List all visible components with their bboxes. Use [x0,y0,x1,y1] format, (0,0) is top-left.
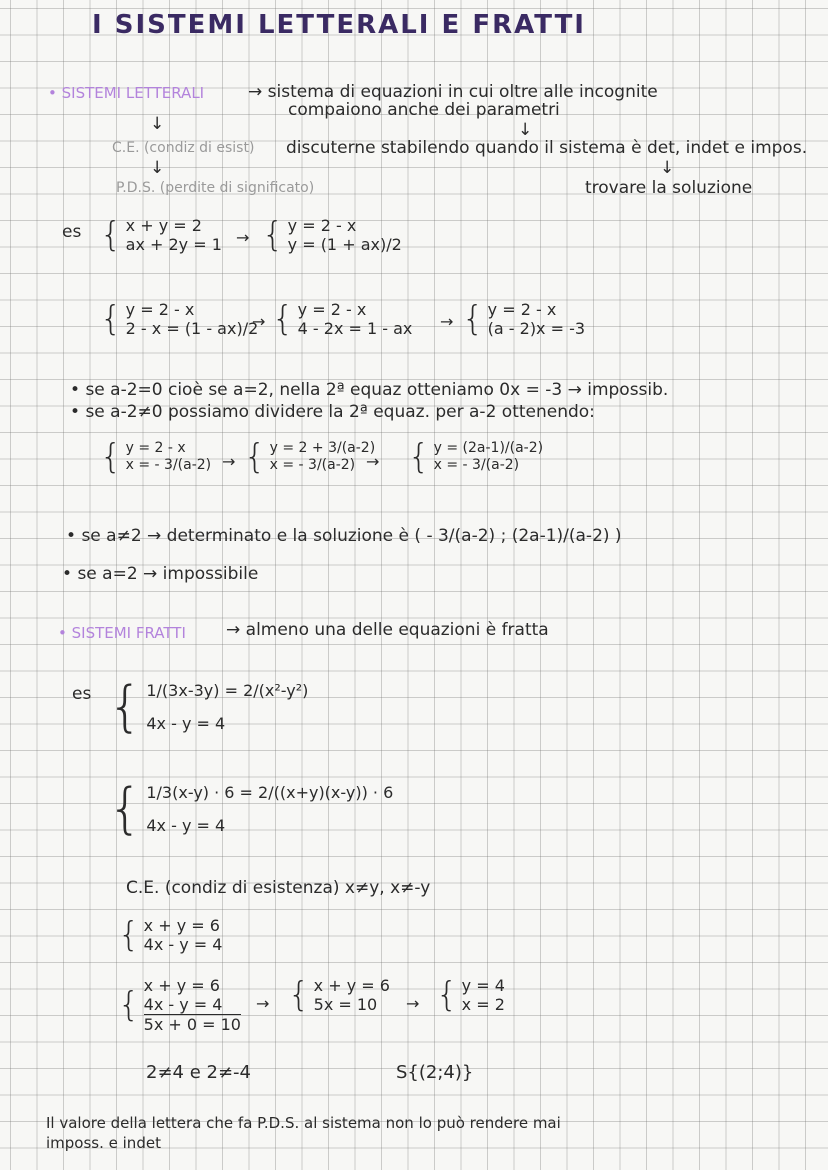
arrow-down-icon: ↓ [150,158,165,178]
arrow-right-icon: → [256,994,270,1013]
equation: 4x - y = 4 [144,995,241,1015]
equation: y = 2 - x [125,300,195,319]
equation: 4x - y = 4 [143,935,223,955]
system-fratti-ex1: { 1/(3x-3y) = 2/(x²-y²) 4x - y = 4 [108,675,309,738]
equation: y = (2a-1)/(a-2) [433,440,544,457]
note-line-2: imposs. e indet [46,1134,161,1152]
equation: 4 - 2x = 1 - ax [297,319,413,339]
example-label: es [72,684,92,704]
bullet-2: • se a-2≠0 possiamo dividere la 2ª equaz. per a-2 ottenendo: [70,402,595,422]
arrow-right-icon: → [252,312,266,331]
bullet-1: • se a-2=0 cioè se a=2, nella 2ª equaz otteniamo 0x = -3 → impossib. [70,380,669,400]
arrow-down-icon: ↓ [660,158,675,178]
equation: ax + 2y = 1 [125,235,222,255]
equation: x + y = 6 [143,976,220,995]
arrow-right-icon: → [366,452,380,471]
equation: x = 2 [461,995,505,1015]
definition-line-1: → sistema di equazioni in cui oltre alle incognite [248,82,658,102]
equation: y = 4 [461,976,505,995]
system-ex2-a: { y = 2 - x 2 - x = (1 - ax)/2 [100,299,259,340]
equation: x + y = 6 [313,976,390,995]
equation: y = 2 - x [487,300,557,319]
definition-line-2: compaiono anche dei parametri [288,100,560,120]
heading-text: SISTEMI LETTERALI [61,84,205,102]
equation: y = 2 - x [287,216,357,235]
equation: 5x = 10 [313,995,378,1015]
system-ex3-b: { y = 2 + 3/(a-2) x = - 3/(a-2) [244,437,376,477]
ce-fratti: C.E. (condiz di esistenza) x≠y, x≠-y [126,878,431,898]
arrow-right-icon: → [440,312,454,331]
arrow-right-icon: → [406,994,420,1013]
fratti-definition: → almeno una delle equazioni è fratta [226,620,549,640]
check-text: 2≠4 e 2≠-4 [146,1062,251,1083]
equation: 2 - x = (1 - ax)/2 [125,319,259,339]
equation: y = 2 + 3/(a-2) [269,440,376,457]
system-ex2-c: { y = 2 - x (a - 2)x = -3 [462,299,586,340]
section-heading-fratti: • SISTEMI FRATTI [58,624,186,642]
pds-label: P.D.S. (perdite di significato) [116,180,315,196]
bullet-text: se a=2 → impossibile [77,564,259,584]
system-fratti-ex4-b: { x + y = 6 5x = 10 [288,975,390,1016]
system-ex3-a: { y = 2 - x x = - 3/(a-2) [100,437,212,477]
system-ex2-b: { y = 2 - x 4 - 2x = 1 - ax [272,299,413,340]
equation: 1/3(x-y) · 6 = 2/((x+y)(x-y)) · 6 [146,782,394,802]
equation: y = 2 - x [297,300,367,319]
bullet-text: se a-2=0 cioè se a=2, nella 2ª equaz otteniamo 0x = -3 → impossib. [85,380,669,400]
solution-set: S{(2;4)} [396,1062,474,1083]
equation: y = 2 - x [125,440,186,457]
section-heading-letterali: • SISTEMI LETTERALI [48,84,205,102]
system-ex1-a: { x + y = 2 ax + 2y = 1 [100,215,222,256]
system-fratti-ex2: { 1/3(x-y) · 6 = 2/((x+y)(x-y)) · 6 4x - y = 4 [108,777,394,840]
ce-label: C.E. (condiz di esist) [112,140,255,156]
discuss-text: discuterne stabilendo quando il sistema è det, indet e impos. [286,138,808,158]
system-ex3-c: { y = (2a-1)/(a-2) x = - 3/(a-2) [408,437,544,477]
equation: 4x - y = 4 [146,816,226,835]
arrow-right-icon: → [222,452,236,471]
equation: x + y = 6 [143,916,220,935]
arrow-down-icon: ↓ [518,120,533,140]
sum-result: 5x + 0 = 10 [143,1015,241,1035]
system-fratti-ex3: { x + y = 6 4x - y = 4 [118,915,223,956]
bullet-3: • se a≠2 → determinato e la soluzione è ( - 3/(a-2) ; (2a-1)/(a-2) ) [66,526,622,546]
arrow-down-icon: ↓ [150,114,165,134]
arrow-right-icon: → [236,228,250,247]
page-title: I SISTEMI LETTERALI E FRATTI [92,10,586,40]
trovare-text: trovare la soluzione [585,178,753,198]
equation: x = - 3/(a-2) [433,457,520,473]
system-fratti-ex4-c: { y = 4 x = 2 [436,975,505,1016]
note-line-1: Il valore della lettera che fa P.D.S. al sistema non lo può rendere mai [46,1114,561,1132]
equation: x = - 3/(a-2) [269,457,356,473]
heading-text: SISTEMI FRATTI [71,624,186,642]
equation: 1/(3x-3y) = 2/(x²-y²) [146,680,309,700]
solution: ( - 3/(a-2) ; (2a-1)/(a-2) ) [414,526,622,546]
system-fratti-ex4-a: { x + y = 6 4x - y = 4 5x + 0 = 10 [118,976,241,1035]
equation: x + y = 2 [125,216,202,235]
system-ex1-b: { y = 2 - x y = (1 + ax)/2 [262,215,402,256]
example-label: es [62,222,82,242]
bullet-4: • se a=2 → impossibile [62,564,259,584]
bullet-text: se a≠2 → determinato e la soluzione è [81,526,410,546]
bullet-text: se a-2≠0 possiamo dividere la 2ª equaz. per a-2 ottenendo: [85,402,595,422]
equation: y = (1 + ax)/2 [287,235,402,255]
equation: 4x - y = 4 [146,714,226,733]
equation: (a - 2)x = -3 [487,319,586,339]
equation: x = - 3/(a-2) [125,457,212,473]
